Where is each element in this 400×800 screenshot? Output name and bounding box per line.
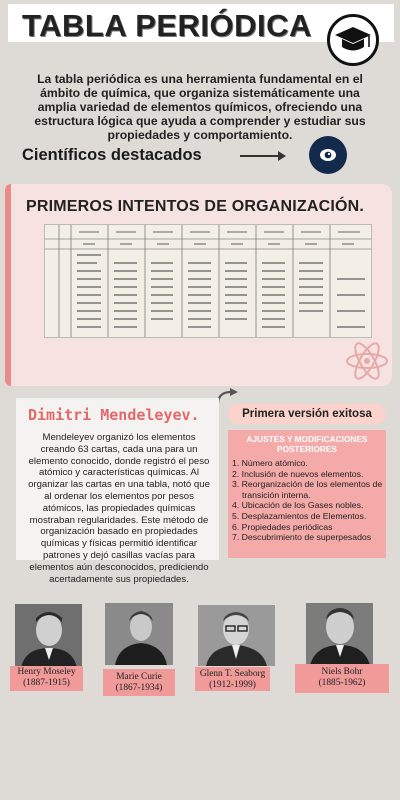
adjustments-list bbox=[232, 458, 384, 543]
first-version-pill: Primera versión exitosa bbox=[228, 404, 386, 424]
photo-niels-bohr bbox=[306, 603, 373, 665]
scientist-name: Niels Bohr bbox=[321, 667, 363, 677]
arrow-right-icon bbox=[240, 155, 280, 157]
scientist-name: Marie Curie bbox=[116, 672, 162, 682]
scientist-years: (1885-1962) bbox=[318, 678, 366, 688]
mendeleev-table-image bbox=[44, 224, 372, 338]
page-title: TABLA PERIÓDICA bbox=[22, 8, 312, 43]
eye-icon bbox=[319, 147, 337, 163]
photo-marie-curie bbox=[105, 603, 173, 665]
graduation-cap-icon bbox=[327, 14, 379, 66]
label-niels-bohr bbox=[295, 664, 389, 693]
list-item: 7. Descubrimiento de superpesados bbox=[232, 532, 372, 543]
photo-henry-moseley bbox=[15, 604, 82, 668]
list-item: 2. Inclusión de nuevos elementos. bbox=[232, 468, 364, 479]
scientist-name: Glenn T. Seaborg bbox=[199, 669, 266, 679]
scientist-years: (1867-1934) bbox=[115, 683, 163, 693]
list-item: 3. Reorganización de los elementos de transición interna. bbox=[232, 479, 383, 500]
photo-glenn-seaborg bbox=[198, 605, 275, 666]
list-item: 4. Ubicación de los Gases nobles. bbox=[232, 500, 364, 511]
label-henry-moseley bbox=[10, 666, 83, 691]
adjustments-heading: AJUSTES Y MODIFICACIONES POSTERIORES bbox=[246, 434, 368, 454]
list-item: 6. Propiedades periódicas bbox=[232, 521, 333, 532]
panel-accent-bar bbox=[5, 184, 11, 386]
label-glenn-seaborg bbox=[195, 667, 270, 691]
mendeleyev-title: Dimitri Mendeleyev. bbox=[28, 406, 200, 424]
atom-icon bbox=[344, 338, 390, 384]
scientists-link-label[interactable]: Científicos destacados bbox=[22, 146, 202, 164]
scientist-name: Henry Moseley bbox=[17, 667, 76, 677]
scientist-years: (1912-1999) bbox=[209, 680, 256, 690]
list-item: 1. Número atómico. bbox=[232, 458, 308, 468]
list-item: 5. Desplazamientos de Elementos. bbox=[232, 510, 367, 521]
mendeleyev-text: Mendeleyev organizó los elementos creando 63 cartas, cada una para un elemento conocido, donde registró el peso atómico y características químicas. Al organizar las cartas en una tabla, notó que al ordenar los elementos por pesos atómicos, las propiedades químicas mostraban regularidades. Este método de organización basado en propiedades químicas y físicas permitió identificar patrones y dejó casillas vacías para elementos aún desconocidos, prediciendo acertadamente sus propiedades. bbox=[28, 432, 210, 585]
intro-text: La tabla periódica es una herramienta fundamental en el ámbito de química, que organiza sistemáticamente una amplia variedad de elementos químicos, ofreciendo una estructura lógica que ayuda a comprender y estudiar sus propiedades y comportamiento. bbox=[34, 72, 366, 142]
arrow-head bbox=[278, 151, 286, 161]
label-marie-curie bbox=[103, 669, 175, 696]
organization-title: PRIMEROS INTENTOS DE ORGANIZACIÓN. bbox=[26, 198, 365, 215]
scientist-years: (1887-1915) bbox=[23, 678, 70, 688]
